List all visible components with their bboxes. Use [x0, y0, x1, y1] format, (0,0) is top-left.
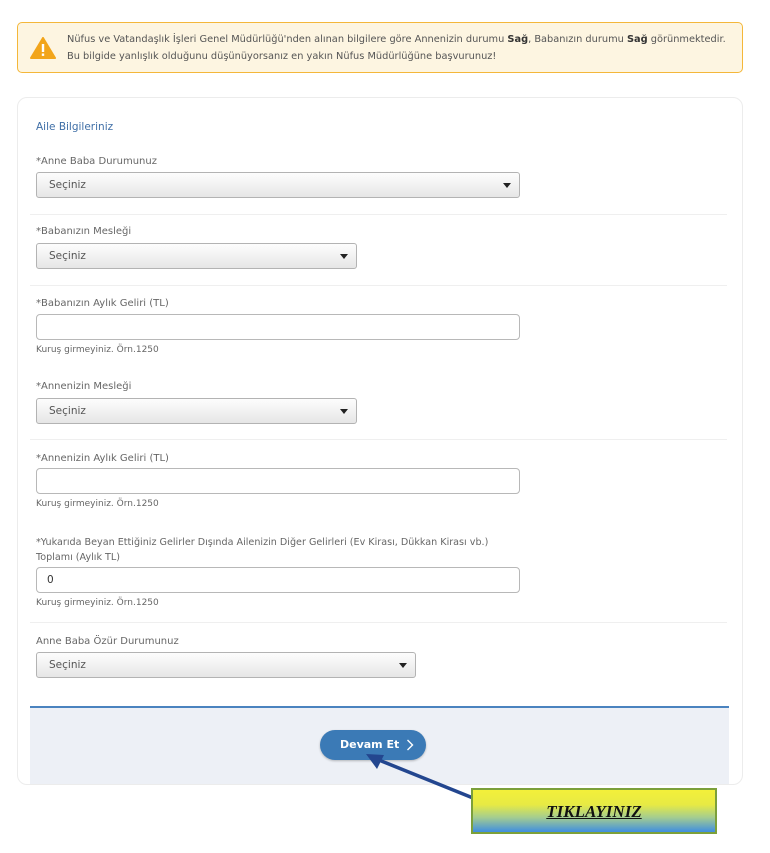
- father-job-select[interactable]: Seçiniz: [36, 243, 357, 269]
- father-status: Sağ: [626, 34, 648, 45]
- mother-status: Sağ: [507, 34, 529, 45]
- continue-button[interactable]: Devam Et: [320, 730, 426, 760]
- mother-income-input[interactable]: [36, 468, 520, 494]
- family-info-card: [17, 97, 743, 785]
- mother-income-hint: Kuruş girmeyiniz. Örn.1250: [36, 499, 159, 509]
- info-alert: [17, 22, 743, 73]
- divider: [30, 214, 727, 215]
- mother-income-label: *Annenizin Aylık Geliri (TL): [36, 453, 169, 464]
- father-income-input[interactable]: [36, 314, 520, 340]
- chevron-down-icon: [503, 183, 511, 188]
- click-here-callout: TIKLAYINIZ: [471, 788, 717, 834]
- other-income-hint: Kuruş girmeyiniz. Örn.1250: [36, 598, 159, 608]
- divider: [30, 285, 727, 286]
- mother-job-select[interactable]: Seçiniz: [36, 398, 357, 424]
- parent-status-select[interactable]: Seçiniz: [36, 172, 520, 198]
- divider: [30, 622, 727, 623]
- disability-select[interactable]: Seçiniz: [36, 652, 416, 678]
- warning-icon: [30, 37, 56, 59]
- divider: [30, 439, 727, 440]
- section-title: Aile Bilgileriniz: [36, 121, 114, 133]
- chevron-down-icon: [340, 409, 348, 414]
- disability-label: Anne Baba Özür Durumunuz: [36, 636, 179, 647]
- other-income-input[interactable]: 0: [36, 567, 520, 593]
- father-income-label: *Babanızın Aylık Geliri (TL): [36, 298, 169, 309]
- parent-status-label: *Anne Baba Durumunuz: [36, 156, 157, 167]
- chevron-down-icon: [340, 254, 348, 259]
- alert-message: Nüfus ve Vatandaşlık İşleri Genel Müdürlüğü'nden alınan bilgilere göre Annenizin durumu Sağ, Babanızın durumu Sağ görünmektedir. Bu bilgide yanlışlık olduğunu düşünüyorsanız en yakın Nüfus Müdürlüğüne başvurunuz!: [67, 34, 726, 62]
- pointer-arrow-icon: [360, 750, 480, 805]
- father-job-label: *Babanızın Mesleği: [36, 226, 132, 237]
- chevron-down-icon: [399, 663, 407, 668]
- other-income-label-line2: Toplamı (Aylık TL): [36, 552, 121, 563]
- other-income-label-line1: *Yukarıda Beyan Ettiğiniz Gelirler Dışında Ailenizin Diğer Gelirleri (Ev Kirası, Dükkan Kirası vb.): [36, 537, 489, 548]
- mother-job-label: *Annenizin Mesleği: [36, 381, 132, 392]
- father-income-hint: Kuruş girmeyiniz. Örn.1250: [36, 345, 159, 355]
